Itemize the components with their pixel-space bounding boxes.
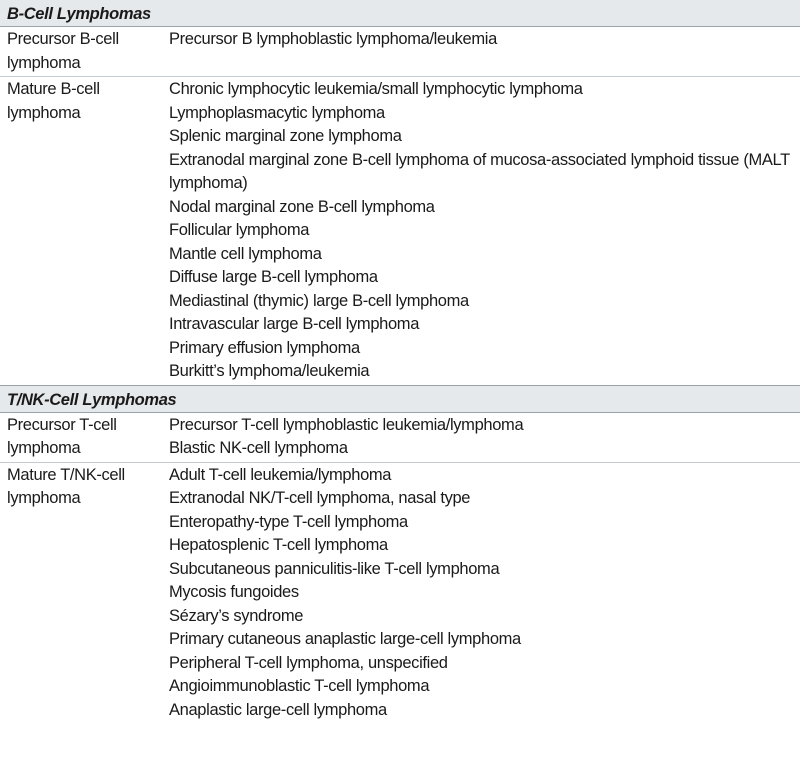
- list-item: Anaplastic large-cell lymphoma: [169, 700, 387, 719]
- list-item: Splenic marginal zone lymphoma: [169, 127, 402, 145]
- row-category: Precursor B-cell lymphoma: [7, 30, 119, 72]
- list-item: Hepatosplenic T-cell lymphoma: [169, 536, 388, 554]
- list-item: Diffuse large B-cell lymphoma: [169, 268, 378, 286]
- list-item: Blastic NK-cell lymphoma: [169, 439, 348, 457]
- list-item: Precursor T-cell lymphoblastic leukemia/lymphoma: [169, 415, 524, 434]
- list-item: Primary effusion lymphoma: [169, 338, 360, 357]
- list-item: Extranodal marginal zone B-cell lymphoma of mucosa-associated lymphoid tissue (MALT lymphoma): [169, 150, 790, 192]
- list-item: Chronic lymphocytic leukemia/small lymphocytic lymphoma: [169, 80, 583, 98]
- table-row: [0, 27, 800, 77]
- list-item: Mycosis fungoides: [169, 583, 299, 601]
- table-row: [0, 77, 800, 386]
- list-item: Mediastinal (thymic) large B-cell lymphoma: [169, 291, 469, 310]
- list-item: Nodal marginal zone B-cell lymphoma: [169, 197, 435, 216]
- table-row: [0, 413, 800, 463]
- list-item: Burkitt’s lymphoma/leukemia: [169, 362, 370, 380]
- row-category: Precursor T-cell lymphoma: [7, 415, 117, 457]
- row-items: [169, 28, 800, 75]
- list-item: Subcutaneous panniculitis-like T-cell lymphoma: [169, 559, 500, 578]
- list-item: Enteropathy-type T-cell lymphoma: [169, 512, 408, 531]
- row-items: [169, 464, 800, 723]
- row-category: Mature T/NK-cell lymphoma: [7, 465, 125, 507]
- list-item: Angioimmunoblastic T-cell lymphoma: [169, 677, 430, 695]
- row-category: Mature B-cell lymphoma: [7, 80, 100, 122]
- list-item: Sézary’s syndrome: [169, 606, 304, 625]
- list-item: Intravascular large B-cell lymphoma: [169, 315, 420, 333]
- table-row: [0, 463, 800, 724]
- row-items: [169, 78, 800, 384]
- list-item: Adult T-cell leukemia/lymphoma: [169, 465, 392, 484]
- list-item: Lymphoplasmacytic lymphoma: [169, 103, 385, 122]
- list-item: Primary cutaneous anaplastic large-cell lymphoma: [169, 630, 521, 648]
- list-item: Follicular lymphoma: [169, 221, 310, 239]
- section-header-t-nk-cell: T/NK-Cell Lymphomas: [0, 386, 800, 413]
- list-item: Extranodal NK/T-cell lymphoma, nasal type: [169, 489, 471, 507]
- list-item: Precursor B lymphoblastic lymphoma/leukemia: [169, 30, 497, 48]
- list-item: Mantle cell lymphoma: [169, 244, 322, 263]
- section-header-b-cell: B-Cell Lymphomas: [0, 0, 800, 27]
- row-items: [169, 414, 800, 461]
- list-item: Peripheral T-cell lymphoma, unspecified: [169, 653, 448, 672]
